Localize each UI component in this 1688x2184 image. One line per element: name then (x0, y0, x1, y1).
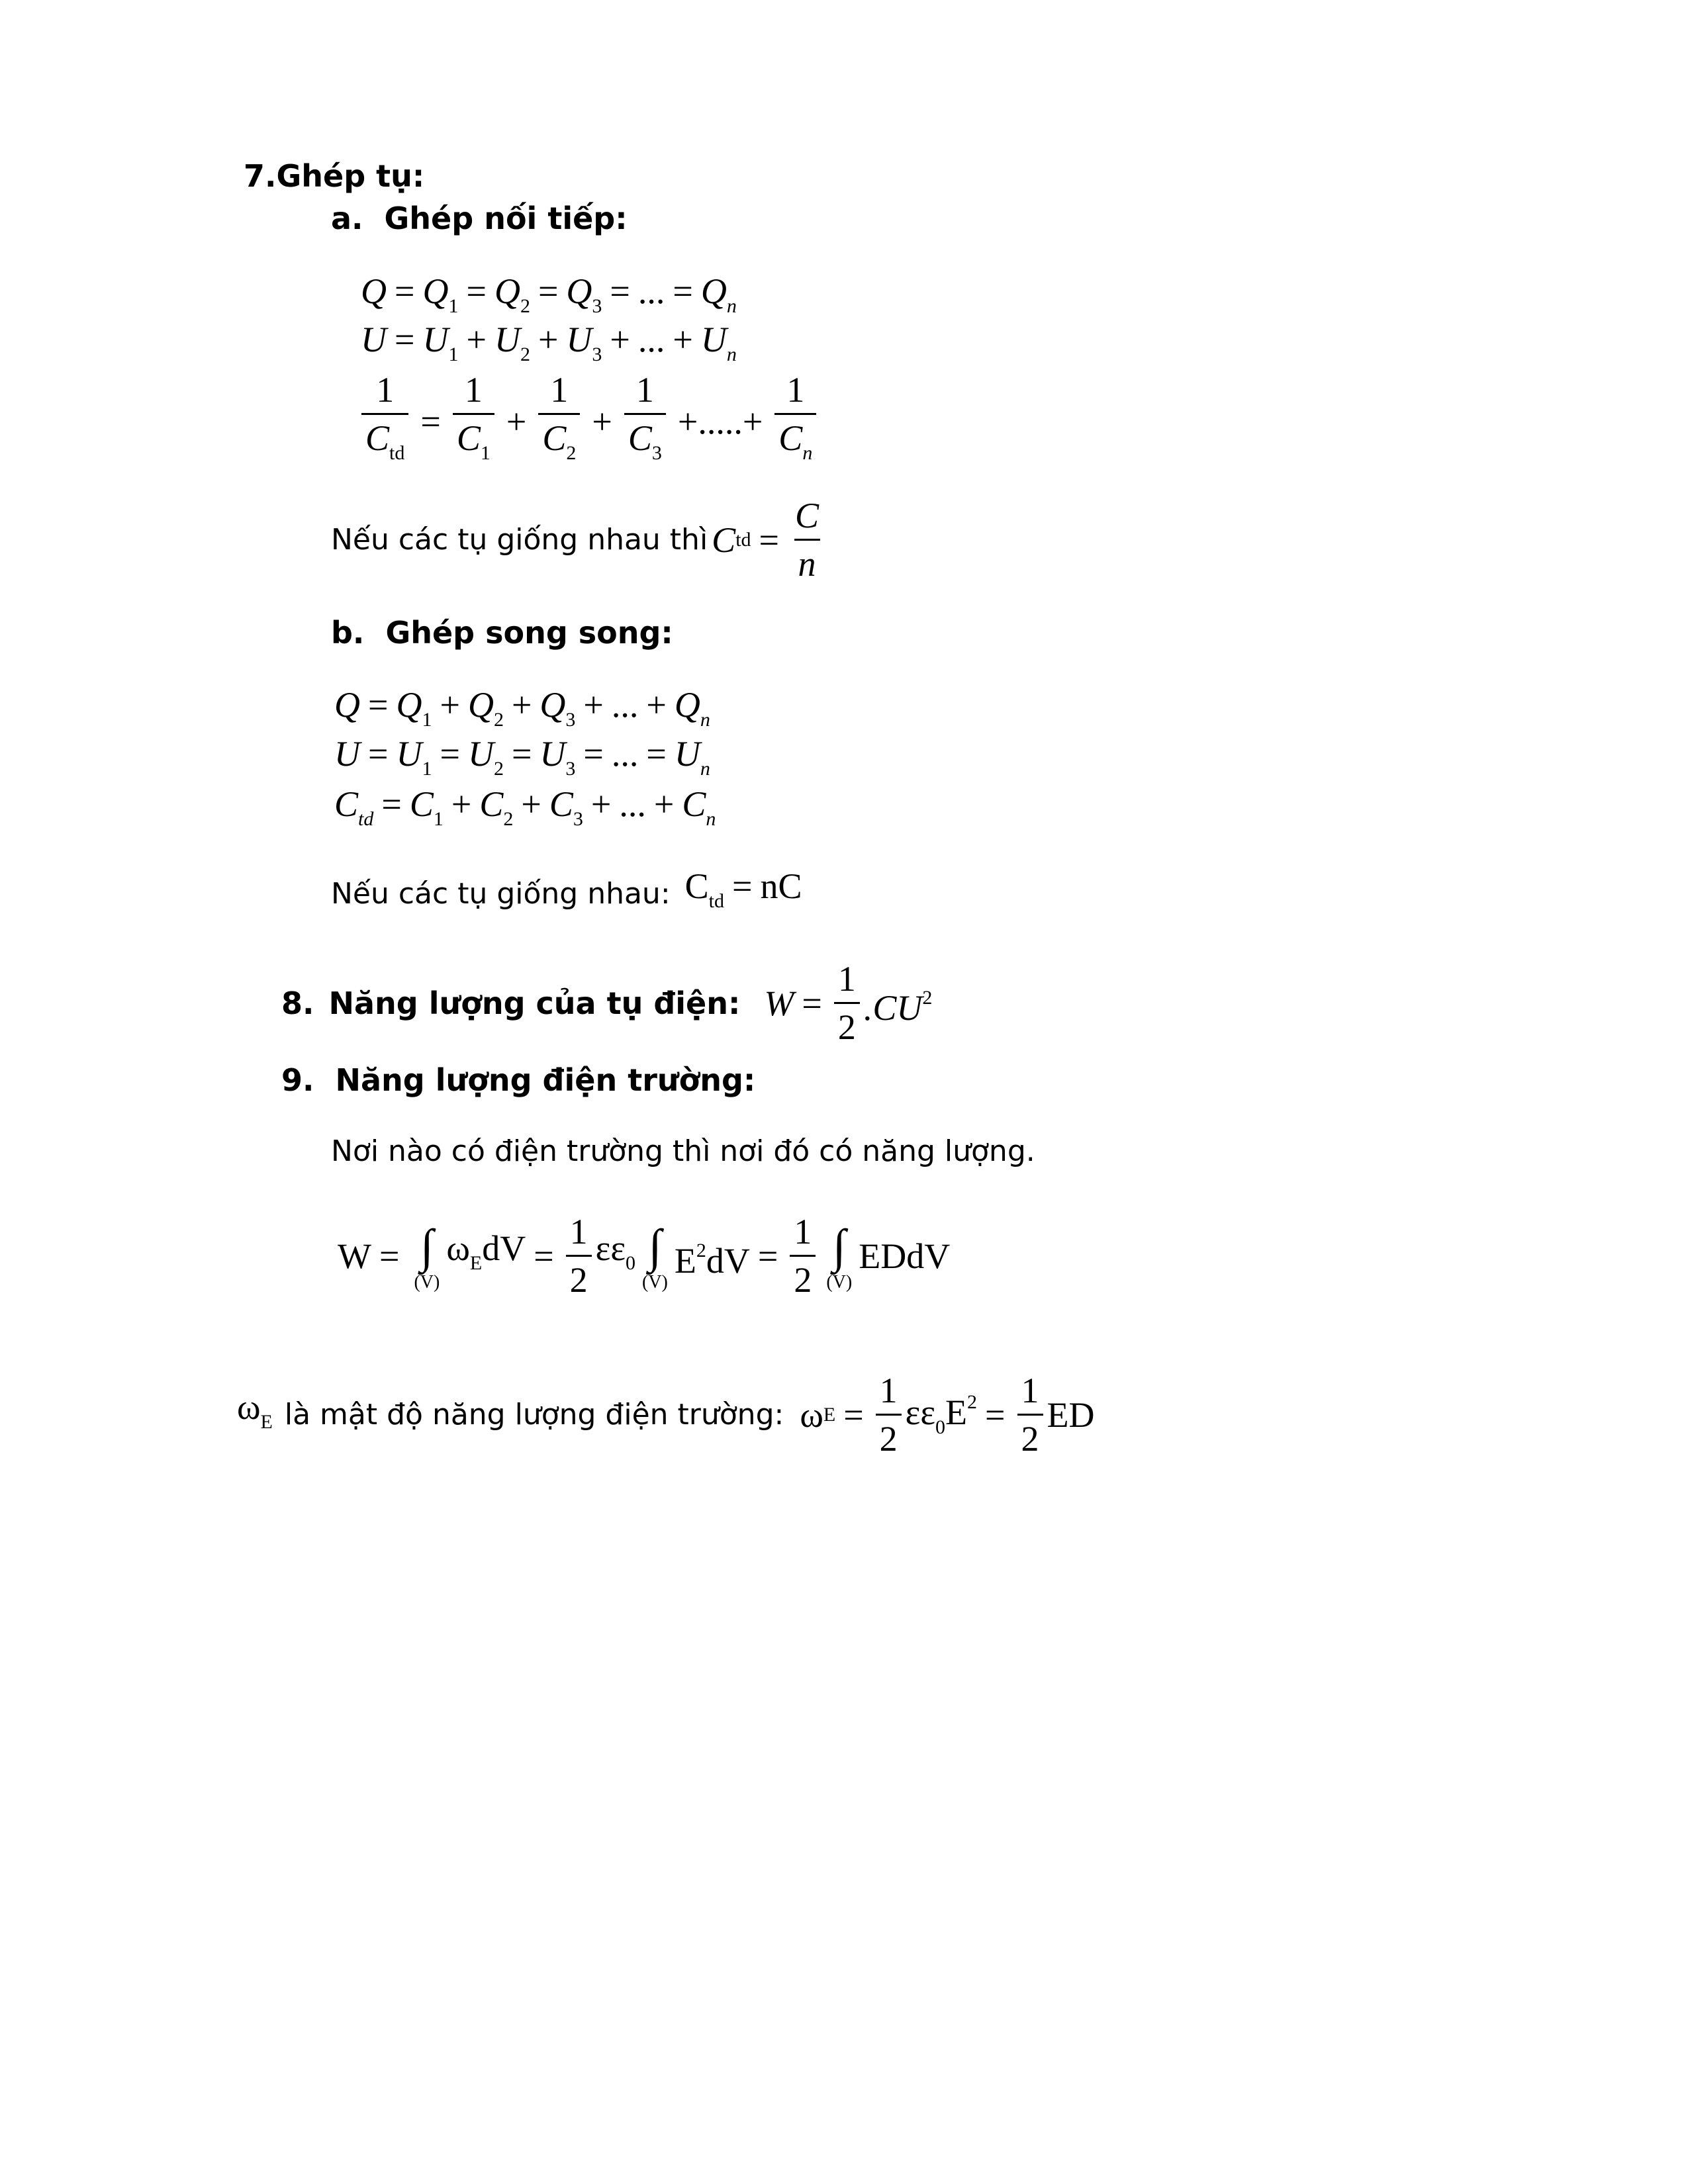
section-7a-label: a. (331, 201, 363, 236)
series-charge-equation: $Q = Q_1 = Q_2 = Q_3$ = ... = $Q_n$ (361, 271, 737, 317)
section-8-heading (281, 958, 932, 1048)
series-identical-note (331, 495, 827, 584)
energy-density-text: là mật độ năng lượng điện trường: (284, 1397, 784, 1432)
parallel-charge-equation: $Q = Q_1 + Q_2 + Q_3$ + ... + $Q_n$ (334, 685, 710, 731)
section-8-number: 8. (281, 985, 314, 1021)
parallel-capacitance-equation: $C_{td} = C_1 + C_2 + C_3$ + ... + $C_n$ (334, 784, 716, 830)
section-7-number: 7. (244, 158, 277, 194)
section-7b-heading (331, 613, 673, 653)
section-9-number: 9. (281, 1062, 314, 1098)
section-7b-title: Ghép song song: (385, 615, 673, 651)
energy-density-line (237, 1370, 1094, 1459)
section-7a-title: Ghép nối tiếp: (384, 201, 628, 236)
series-identical-note-text: Nếu các tụ giống nhau thì (331, 522, 708, 557)
capacitor-energy-formula: W = $\frac{1}{2}$ $.CU^2$ (764, 959, 933, 1047)
parallel-voltage-equation: $U = U_1 = U_2 = U_3$ = ... = $U_n$ (334, 734, 710, 780)
field-energy-integral-formula: W = ∫ (V) $\omega_EdV$ = $\frac{1}{2}$ $\varepsilon\varepsilon_0$ ∫ (V) $E^2dV$ = $\frac{1}{2}$ ∫ (V) EDdV (338, 1212, 951, 1300)
section-7a-heading (331, 199, 628, 238)
energy-density-symbol: $\omega_E$ (237, 1387, 273, 1433)
section-7-title: Ghép tụ: (276, 158, 425, 194)
parallel-identical-formula: $C_{td}$ = nC (684, 866, 802, 912)
section-8-title: Năng lượng của tụ điện: (328, 985, 741, 1021)
parallel-identical-note (331, 863, 802, 925)
series-identical-formula: C td = $\frac{C}{n}$ (712, 496, 820, 584)
section-7b-label: b. (331, 615, 365, 651)
parallel-identical-note-text: Nếu các tụ giống nhau: (331, 876, 671, 911)
section-9-title: Năng lượng điện trường: (335, 1062, 756, 1098)
series-voltage-equation: $U = U_1 + U_2 + U_3$ + ... + $U_n$ (361, 320, 737, 365)
series-capacitance-equation: $\frac{1}{C_{td}}$ = $\frac{1}{C_1}$ + $\frac{1}{C_2}$ + $\frac{1}{C_3}$ +.....+ $\frac{1}{C_n}$ (357, 369, 820, 474)
section-9-heading (281, 1060, 755, 1100)
energy-density-formula: ω E = $\frac{1}{2}$ $\varepsilon\varepsilon_0E^2$ = $\frac{1}{2}$ ED (800, 1371, 1095, 1459)
section-7-heading (244, 156, 424, 196)
section-9-statement: Nơi nào có điện trường thì nơi đó có năng lượng. (331, 1134, 1035, 1168)
